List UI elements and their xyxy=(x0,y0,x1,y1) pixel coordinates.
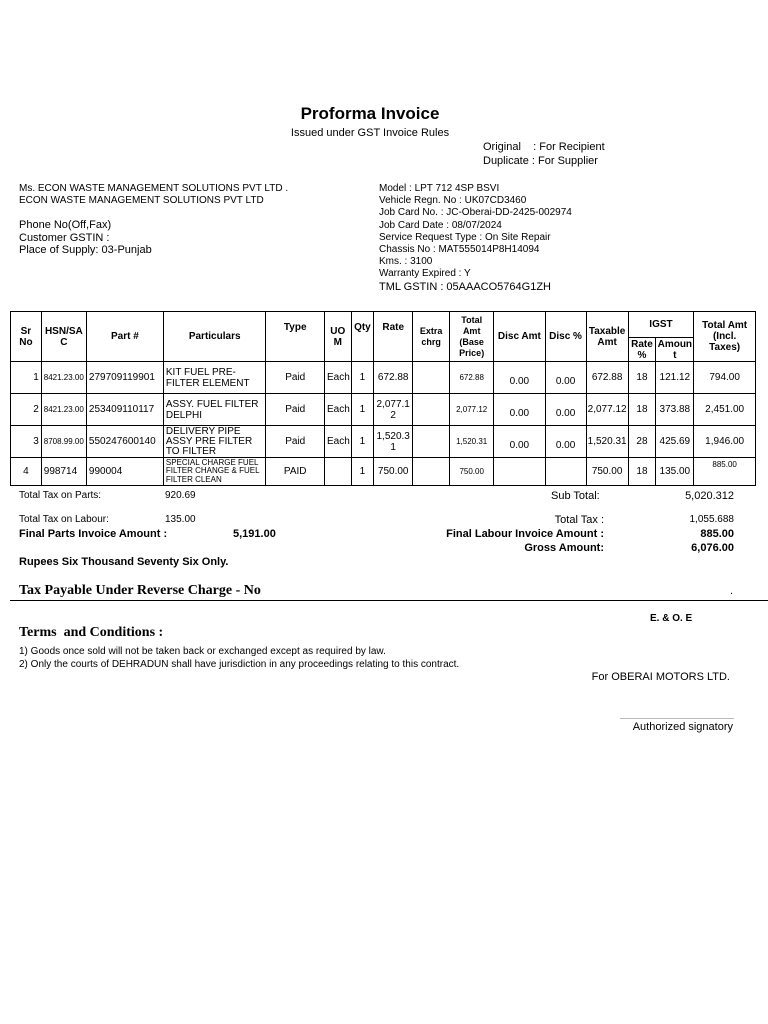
tax-on-labour-label: Total Tax on Labour: xyxy=(19,514,109,525)
cell-taxable: 2,077.12 xyxy=(586,394,628,426)
cell-igst-rate: 18 xyxy=(628,458,656,486)
vehicle-regn: Vehicle Regn. No : UK07CD3460 xyxy=(379,195,527,207)
cell-particulars: ASSY. FUEL FILTER DELPHI xyxy=(163,394,266,426)
cell-extra xyxy=(413,362,450,394)
job-card-no: Job Card No. : JC-Oberai-DD-2425-002974 xyxy=(379,207,572,219)
cell-rate: 2,077.12 xyxy=(374,394,413,426)
cell-igst-amt: 121.12 xyxy=(656,362,694,394)
divider xyxy=(10,600,768,601)
cell-rate: 1,520.31 xyxy=(374,426,413,458)
vehicle-block xyxy=(379,183,572,293)
table-row xyxy=(11,426,756,458)
cell-disc-pct: 0.00 xyxy=(545,394,586,426)
cell-igst-rate: 18 xyxy=(628,362,656,394)
cell-disc-amt: 0.00 xyxy=(494,426,545,458)
cell-uom: Each xyxy=(324,362,351,394)
cell-uom: Each xyxy=(324,394,351,426)
tax-on-labour-value: 135.00 xyxy=(165,514,196,525)
term-2: 2) Only the courts of DEHRADUN shall have jurisdiction in any proceedings relating to this contract. xyxy=(19,659,460,670)
cell-rate: 750.00 xyxy=(374,458,413,486)
customer-name-line1: Ms. ECON WASTE MANAGEMENT SOLUTIONS PVT LTD . xyxy=(19,183,289,194)
cell-disc-pct: 0.00 xyxy=(545,426,586,458)
cell-part: 990004 xyxy=(86,458,163,486)
signature-line xyxy=(620,718,734,719)
cell-disc-amt xyxy=(494,458,545,486)
job-card-date: Job Card Date : 08/07/2024 xyxy=(379,219,502,231)
col-qty: Qty xyxy=(351,312,374,362)
cell-hsn: 8421.23.00 xyxy=(41,362,86,394)
cell-extra xyxy=(413,426,450,458)
cell-uom: Each xyxy=(324,426,351,458)
cell-type: Paid xyxy=(266,394,324,426)
col-total-incl: Total Amt (Incl. Taxes) xyxy=(694,312,756,362)
cell-particulars: SPECIAL CHARGE FUEL FILTER CHANGE & FUEL FILTER CLEAN xyxy=(163,458,266,486)
cell-igst-amt: 425.69 xyxy=(656,426,694,458)
service-request-type: Service Request Type : On Site Repair xyxy=(379,231,551,243)
copy-original: Original : For Recipient xyxy=(483,141,605,153)
cell-hsn: 8708.99.00 xyxy=(41,426,86,458)
tax-on-parts-value: 920.69 xyxy=(165,490,196,501)
col-disc-pct: Disc % xyxy=(545,312,586,362)
table-row xyxy=(11,458,756,486)
labour-invoice-label: Final Labour Invoice Amount : xyxy=(446,528,604,540)
cell-igst-rate: 28 xyxy=(628,426,656,458)
cell-total: 750.00 xyxy=(450,458,494,486)
reverse-charge-text: Tax Payable Under Reverse Charge - No xyxy=(19,583,261,598)
tml-gstin: TML GSTIN : 05AAACO5764G1ZH xyxy=(379,280,551,293)
warranty-expired: Warranty Expired : Y xyxy=(379,268,471,280)
cell-igst-amt: 373.88 xyxy=(656,394,694,426)
cell-type: Paid xyxy=(266,362,324,394)
col-hsn: HSN/SAC xyxy=(41,312,86,362)
cell-taxable: 750.00 xyxy=(586,458,628,486)
col-type: Type xyxy=(266,312,324,362)
table-row xyxy=(11,362,756,394)
cell-type: PAID xyxy=(266,458,324,486)
invoice-subtitle: Issued under GST Invoice Rules xyxy=(290,127,450,139)
chassis-no: Chassis No : MAT555014P8H14094 xyxy=(379,244,540,256)
eoe-text: E. & O. E xyxy=(650,613,693,624)
cell-extra xyxy=(413,458,450,486)
cell-disc-pct: 0.00 xyxy=(545,362,586,394)
authorized-signatory: Authorized signatory xyxy=(632,721,733,733)
col-disc-amt: Disc Amt xyxy=(494,312,545,362)
col-rate: Rate xyxy=(374,312,413,362)
cell-disc-amt: 0.00 xyxy=(494,362,545,394)
cell-extra xyxy=(413,394,450,426)
sub-total-label: Sub Total: xyxy=(551,490,600,502)
col-uom: UOM xyxy=(324,312,351,362)
cell-particulars: KIT FUEL PRE-FILTER ELEMENT xyxy=(163,362,266,394)
cell-type: Paid xyxy=(266,426,324,458)
cell-qty: 1 xyxy=(351,458,374,486)
gross-amount-value: 6,076.00 xyxy=(691,542,734,554)
cell-igst-amt: 135.00 xyxy=(656,458,694,486)
col-extra-chrg: Extra chrg xyxy=(413,312,450,362)
cell-qty: 1 xyxy=(351,362,374,394)
cell-qty: 1 xyxy=(351,394,374,426)
cell-sr: 2 xyxy=(11,394,42,426)
vehicle-model: Model : LPT 712 4SP BSVI xyxy=(379,183,500,194)
cell-disc-pct xyxy=(545,458,586,486)
cell-uom xyxy=(324,458,351,486)
customer-block xyxy=(19,183,288,256)
cell-hsn: 998714 xyxy=(41,458,86,486)
cell-hsn: 8421.23.00 xyxy=(41,394,86,426)
sub-total-value: 5,020.312 xyxy=(685,490,734,502)
cell-part: 279709119901 xyxy=(86,362,163,394)
cell-part: 550247600140 xyxy=(86,426,163,458)
cell-sr: 3 xyxy=(11,426,42,458)
cell-total: 1,520.31 xyxy=(450,426,494,458)
customer-name-line2: ECON WASTE MANAGEMENT SOLUTIONS PVT LTD xyxy=(19,195,264,207)
cell-rate: 672.88 xyxy=(374,362,413,394)
cell-total-incl: 885.00 xyxy=(694,458,756,486)
customer-phone: Phone No(Off,Fax) xyxy=(19,219,112,232)
col-sr-no: Sr No xyxy=(11,312,42,362)
for-company: For OBERAI MOTORS LTD. xyxy=(591,671,730,683)
cell-taxable: 1,520.31 xyxy=(586,426,628,458)
cell-total: 672.88 xyxy=(450,362,494,394)
cell-total: 2,077.12 xyxy=(450,394,494,426)
col-particulars: Particulars xyxy=(163,312,266,362)
cell-qty: 1 xyxy=(351,426,374,458)
total-tax-value: 1,055.688 xyxy=(689,514,734,525)
kms: Kms. : 3100 xyxy=(379,256,433,268)
parts-invoice-label: Final Parts Invoice Amount : xyxy=(19,528,168,540)
table-header-row xyxy=(11,312,756,338)
labour-invoice-value: 885.00 xyxy=(700,528,734,540)
cell-part: 253409110117 xyxy=(86,394,163,426)
term-1: 1) Goods once sold will not be taken back or exchanged except as required by law. xyxy=(19,646,386,657)
total-tax-label: Total Tax : xyxy=(554,514,604,526)
table-row xyxy=(11,394,756,426)
invoice-title: Proforma Invoice xyxy=(300,104,440,123)
gross-amount-label: Gross Amount: xyxy=(524,542,604,554)
col-part: Part # xyxy=(86,312,163,362)
cell-sr: 1 xyxy=(11,362,42,394)
col-igst-rate: Rate % xyxy=(628,338,656,362)
parts-invoice-value: 5,191.00 xyxy=(233,528,276,540)
cell-disc-amt: 0.00 xyxy=(494,394,545,426)
tax-on-parts-label: Total Tax on Parts: xyxy=(19,490,102,501)
col-igst: IGST xyxy=(628,312,694,338)
amount-in-words: Rupees Six Thousand Seventy Six Only. xyxy=(19,556,229,568)
trailing-dot: . xyxy=(730,585,734,597)
col-taxable-amt: Taxable Amt xyxy=(586,312,628,362)
place-of-supply: Place of Supply: 03-Punjab xyxy=(19,243,152,256)
cell-taxable: 672.88 xyxy=(586,362,628,394)
items-table xyxy=(10,311,756,486)
cell-total-incl: 1,946.00 xyxy=(694,426,756,458)
cell-total-incl: 794.00 xyxy=(694,362,756,394)
col-total-amt: Total Amt (Base Price) xyxy=(450,312,494,362)
copy-duplicate: Duplicate : For Supplier xyxy=(483,155,598,167)
cell-sr: 4 xyxy=(11,458,42,486)
cell-total-incl: 2,451.00 xyxy=(694,394,756,426)
cell-igst-rate: 18 xyxy=(628,394,656,426)
cell-particulars: DELIVERY PIPE ASSY PRE FILTER TO FILTER xyxy=(163,426,266,458)
terms-heading: Terms and Conditions : xyxy=(19,625,164,640)
customer-gstin: Customer GSTIN : xyxy=(19,231,110,244)
col-igst-amount: Amount xyxy=(657,338,693,361)
